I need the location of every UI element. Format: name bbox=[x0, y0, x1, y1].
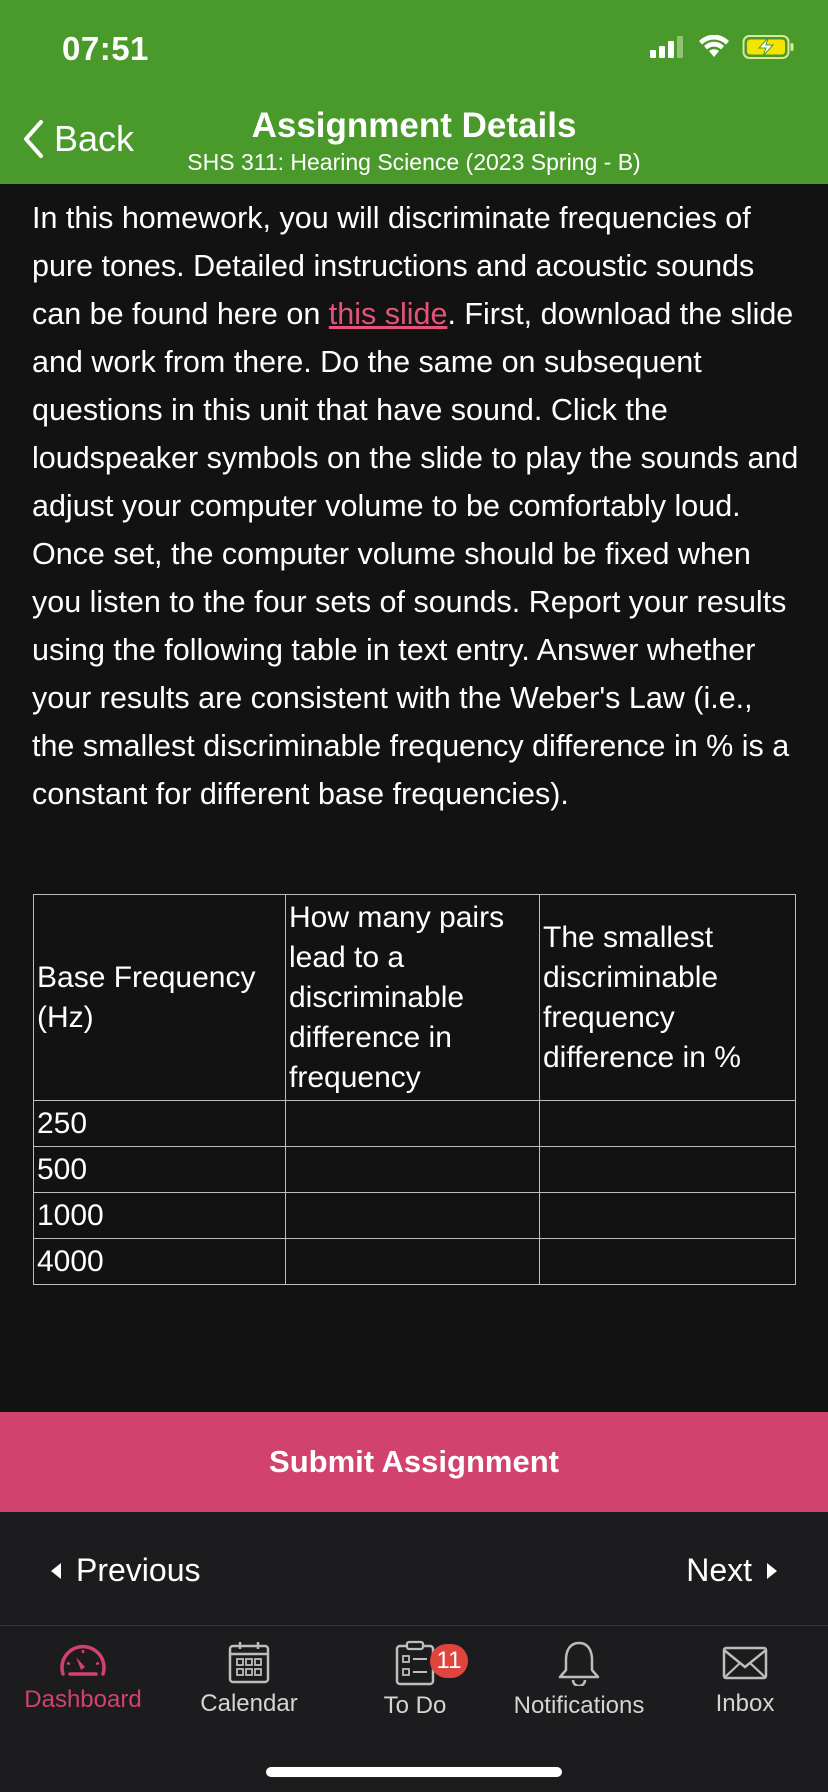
previous-button[interactable] bbox=[50, 1552, 201, 1589]
cell-pairs-count bbox=[286, 1147, 540, 1193]
status-icons bbox=[650, 34, 796, 60]
tab-calendar[interactable] bbox=[166, 1640, 332, 1718]
cell-base-frequency: 500 bbox=[34, 1147, 286, 1193]
caret-left-icon bbox=[50, 1562, 62, 1580]
description-paragraph bbox=[32, 194, 802, 818]
assignment-description bbox=[32, 194, 802, 818]
calendar-icon bbox=[228, 1640, 270, 1684]
description-text-end: . First, download the slide and work from there. Do the same on subsequent questions in this unit that have sound. Click the loudspeaker symbols on the slide to play the sounds and adjust your computer volume to be comfortably loud. Once set, the computer volume should be fixed when you listen to the four sets of sounds. Report your results using the following table in text entry. Answer whether your results are consistent with the Weber's Law (i.e., the smallest discriminable frequency difference in % is a constant for different base frequencies). bbox=[32, 297, 799, 811]
dashboard-gauge-icon bbox=[58, 1640, 108, 1680]
description-text-start: In this homework, you will discriminate frequencies of pure tones. Detailed instructions and acoustic sounds can be found here on bbox=[32, 201, 755, 331]
battery-charging-icon bbox=[742, 34, 796, 60]
tab-dashboard[interactable] bbox=[0, 1640, 166, 1714]
cell-smallest-difference bbox=[540, 1147, 796, 1193]
todo-list-icon bbox=[395, 1640, 435, 1686]
page-title: Assignment Details bbox=[251, 106, 577, 145]
assignment-navigation bbox=[0, 1512, 828, 1626]
tab-label: Inbox bbox=[715, 1690, 775, 1717]
cell-smallest-difference bbox=[540, 1101, 796, 1147]
tab-todo[interactable] bbox=[332, 1640, 498, 1720]
header-titles bbox=[0, 106, 828, 176]
tab-inbox[interactable] bbox=[662, 1640, 828, 1718]
results-table bbox=[33, 894, 796, 1285]
header-pairs-count: How many pairs lead to a discriminable difference in frequency bbox=[286, 895, 540, 1101]
submit-assignment-button[interactable]: Submit Assignment bbox=[0, 1412, 828, 1512]
caret-right-icon bbox=[766, 1562, 778, 1580]
cell-pairs-count bbox=[286, 1239, 540, 1285]
table-row bbox=[34, 1193, 796, 1239]
table-row bbox=[34, 1101, 796, 1147]
tab-label: Notifications bbox=[513, 1692, 645, 1719]
tab-label: Calendar bbox=[200, 1690, 298, 1717]
next-button[interactable] bbox=[686, 1552, 778, 1589]
header-smallest-difference: The smallest discriminable frequency difference in % bbox=[540, 895, 796, 1101]
envelope-icon bbox=[721, 1640, 769, 1684]
cellular-signal-icon bbox=[650, 36, 686, 58]
tab-label: Dashboard bbox=[24, 1686, 142, 1713]
slide-link[interactable]: this slide bbox=[328, 297, 448, 331]
tab-label: To Do bbox=[383, 1692, 447, 1719]
home-indicator bbox=[266, 1767, 562, 1777]
back-label: Back bbox=[54, 118, 135, 159]
cell-base-frequency: 1000 bbox=[34, 1193, 286, 1239]
next-label: Next bbox=[686, 1552, 752, 1588]
todo-count-badge: 11 bbox=[430, 1644, 468, 1678]
table-header-row bbox=[34, 895, 796, 1101]
app-header bbox=[0, 0, 828, 184]
table-row bbox=[34, 1147, 796, 1193]
cell-smallest-difference bbox=[540, 1239, 796, 1285]
header-base-frequency: Base Frequency (Hz) bbox=[34, 895, 286, 1101]
tab-notifications[interactable] bbox=[496, 1640, 662, 1720]
cell-base-frequency: 4000 bbox=[34, 1239, 286, 1285]
cell-smallest-difference bbox=[540, 1193, 796, 1239]
previous-label: Previous bbox=[76, 1552, 201, 1588]
bell-icon bbox=[557, 1640, 601, 1686]
status-time: 07:51 bbox=[62, 30, 149, 67]
wifi-icon bbox=[698, 35, 730, 59]
table-row bbox=[34, 1239, 796, 1285]
cell-base-frequency: 250 bbox=[34, 1101, 286, 1147]
cell-pairs-count bbox=[286, 1193, 540, 1239]
course-subtitle: SHS 311: Hearing Science (2023 Spring - B) bbox=[187, 149, 641, 175]
cell-pairs-count bbox=[286, 1101, 540, 1147]
